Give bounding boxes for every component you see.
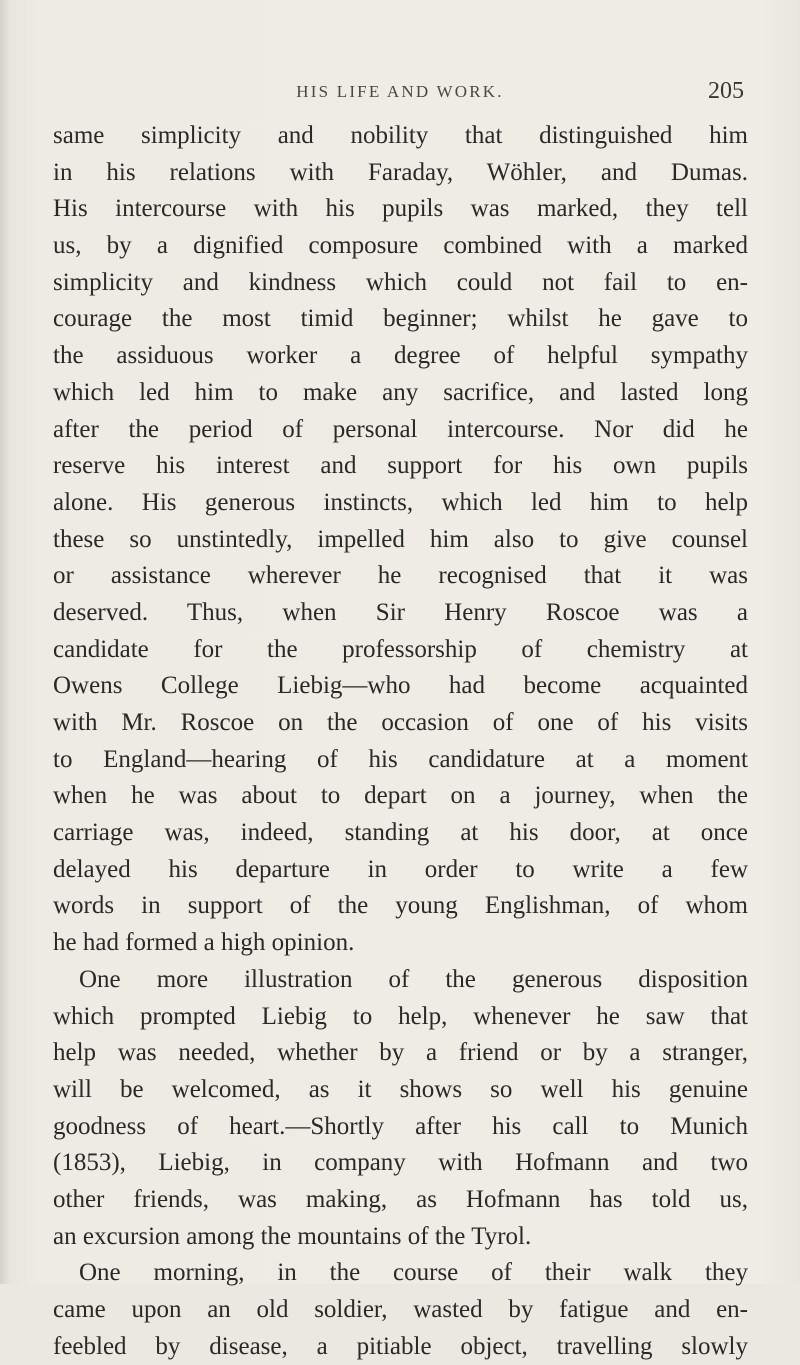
text-line: His intercourse with his pupils was marked, they tell (53, 195, 748, 223)
text-line: when he was about to depart on a journey, when the (53, 782, 748, 810)
text-line: same simplicity and nobility that distinguished him (53, 122, 748, 149)
text-line: reserve his interest and support for his own pupils (53, 452, 748, 480)
text-line: after the period of personal intercourse. Nor did he (53, 415, 748, 443)
text-line: alone. His generous instincts, which led him to help (53, 488, 748, 516)
text-line: which led him to make any sacrifice, and lasted long (53, 378, 748, 406)
page-number: 205 (708, 78, 744, 104)
text-line: an excursion among the mountains of the Tyrol. (53, 1222, 532, 1250)
text-line: the assiduous worker a degree of helpful sympathy (53, 342, 748, 370)
text-line: candidate for the professorship of chemistry at (53, 635, 748, 663)
text-line: feebled by disease, a pitiable object, travelling slowly (53, 1332, 748, 1360)
text-line: words in support of the young Englishman, of whom (53, 892, 748, 920)
text-line: simplicity and kindness which could not fail to en- (53, 268, 748, 296)
text-line: with Mr. Roscoe on the occasion of one of his visits (53, 709, 748, 736)
running-title: HIS LIFE AND WORK. (296, 82, 504, 101)
spine-shadow (0, 0, 10, 1284)
text-line: One more illustration of the generous disposition (79, 965, 748, 993)
text-line: courage the most timid beginner; whilst he gave to (53, 305, 748, 333)
text-line: which prompted Liebig to help, whenever he saw that (53, 1002, 748, 1030)
text-line: goodness of heart.—Shortly after his call to Munich (53, 1112, 748, 1140)
text-line: came upon an old soldier, wasted by fatigue and en- (53, 1296, 748, 1323)
text-line: Owens College Liebig—who had become acquainted (53, 672, 748, 700)
text-line: other friends, was making, as Hofmann has told us, (53, 1185, 748, 1213)
text-line: he had formed a high opinion. (53, 929, 355, 957)
text-line: help was needed, whether by a friend or by a stranger, (53, 1039, 748, 1067)
text-line: or assistance wherever he recognised that it was (53, 562, 748, 590)
text-line: deserved. Thus, when Sir Henry Roscoe was a (53, 598, 748, 626)
text-line: us, by a dignified composure combined with a marked (53, 232, 748, 260)
running-head (0, 78, 800, 108)
text-line: One morning, in the course of their walk they (79, 1259, 748, 1287)
text-line: in his relations with Faraday, Wöhler, and Dumas. (53, 158, 748, 186)
body-text (53, 118, 748, 1365)
text-line: carriage was, indeed, standing at his door, at once (53, 819, 748, 847)
text-line: will be welcomed, as it shows so well his genuine (53, 1075, 748, 1103)
text-line: to England—hearing of his candidature at a moment (53, 745, 748, 773)
text-line: delayed his departure in order to write a few (53, 855, 748, 883)
text-line: these so unstintedly, impelled him also to give counsel (53, 525, 748, 553)
text-line: (1853), Liebig, in company with Hofmann and two (53, 1149, 748, 1177)
